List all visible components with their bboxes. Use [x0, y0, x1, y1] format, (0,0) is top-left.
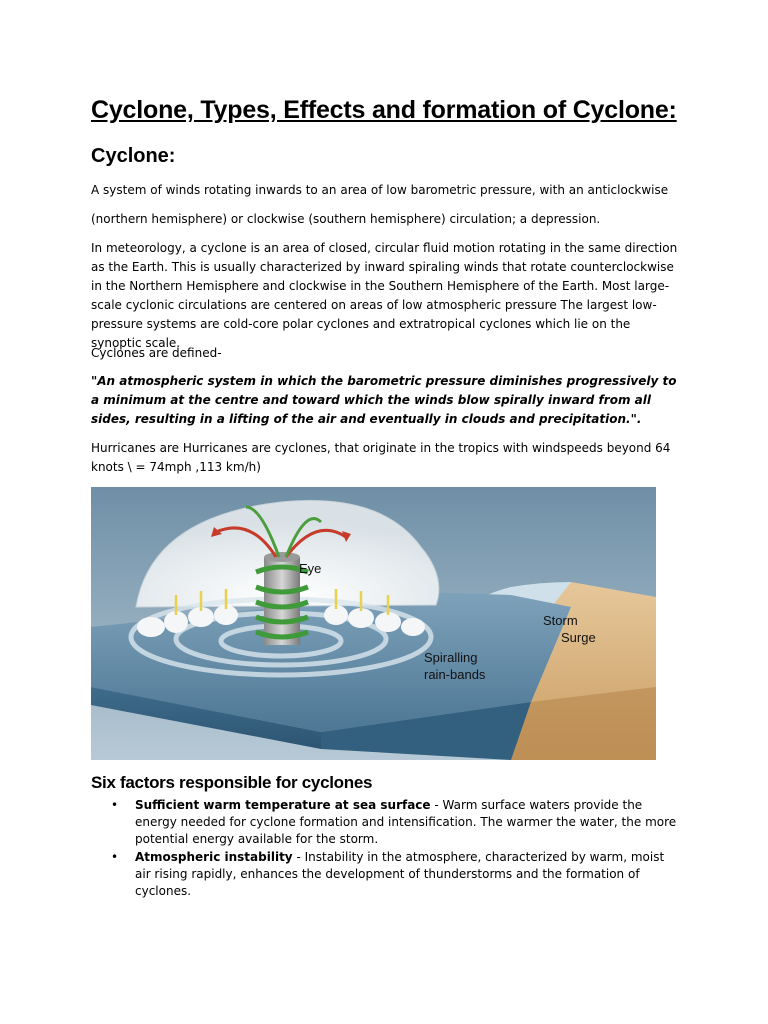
list-item — [91, 797, 681, 848]
paragraph-cyclones-defined: Cyclones are defined- — [91, 346, 222, 360]
cyclone-diagram — [91, 487, 656, 760]
list-item — [91, 849, 681, 900]
factor-term: Atmospheric instability — [135, 850, 293, 864]
factors-list — [91, 797, 681, 901]
label-eye: Eye — [299, 561, 322, 576]
label-spiralling: Spiralling — [424, 650, 478, 665]
definition-quote: "An atmospheric system in which the barometric pressure diminishes progressively to a minimum at the centre and toward which the winds blow spirally inward from all sides, resulting in a lifting of the air and eventually in clouds and precipitation.". — [91, 374, 677, 426]
document-title: Cyclone, Types, Effects and formation of Cyclone: — [91, 96, 677, 124]
paragraph-meteorology: In meteorology, a cyclone is an area of closed, circular fluid motion rotating in the same direction as the Earth. This is usually characterized by inward spiraling winds that rotate counterclockwise in the Northern Hemisphere and clockwise in the Southern Hemisphere of the Earth. Most large-scale cyclonic circulations are centered on areas of low atmospheric pressure The largest low-pressure systems are cold-core polar cyclones and extratropical cyclones which lie on the synoptic scale. — [91, 241, 678, 350]
bullet-icon: • — [111, 850, 119, 864]
factor-description: - Instability in the atmosphere, characterized by warm, moist air rising rapidly, enhances the development of thunderstorms and the formation of cyclones. — [135, 850, 665, 898]
paragraph-hurricanes: Hurricanes are Hurricanes are cyclones, that originate in the tropics with windspeeds beyond 64 knots \ = 74mph ,113 km/h) — [91, 441, 671, 474]
factors-heading: Six factors responsible for cyclones — [91, 773, 373, 792]
factor-term: Sufficient warm temperature at sea surface — [135, 798, 431, 812]
paragraph-definition-line-1: A system of winds rotating inwards to an area of low barometric pressure, with an anticlockwise — [91, 183, 669, 197]
factor-description: - Warm surface waters provide the energy needed for cyclone formation and intensification. The warmer the water, the more potential energy available for the storm. — [135, 798, 677, 846]
label-rain-bands: rain-bands — [424, 667, 486, 682]
section-heading-cyclone: Cyclone: — [91, 145, 176, 167]
label-surge: Surge — [561, 630, 596, 645]
paragraph-definition-line-2: (northern hemisphere) or clockwise (southern hemisphere) circulation; a depression. — [91, 212, 601, 226]
bullet-icon: • — [111, 798, 119, 812]
label-storm: Storm — [543, 613, 578, 628]
